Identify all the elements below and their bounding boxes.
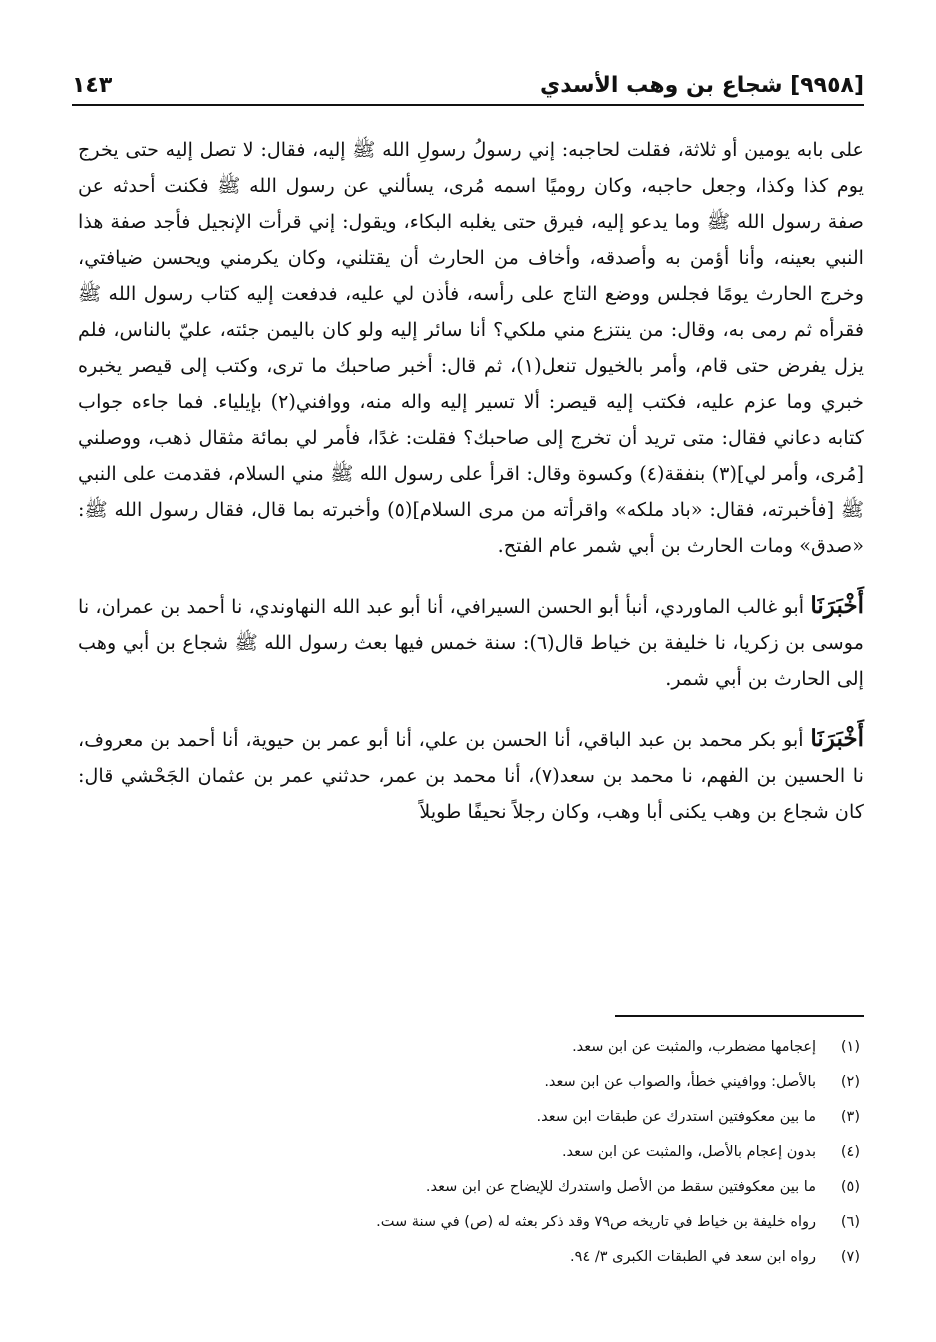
footnote-text: إعجامها مضطرب، والمثبت عن ابن سعد. (572, 1039, 816, 1055)
paragraph-text: على بابه يومين أو ثلاثة، فقلت لحاجبه: إني رسولُ رسولِ الله ﷺ إليه، فقال: لا تصل إليه حتى يخرج يوم كذا وكذا، وجعل حاجبه، وكان روميًا اسمه مُرى، يسألني عن رسول الله ﷺ فكنت أحدثه عن صفة رسول الله ﷺ وما يدعو إليه، فيرق حتى يغلبه البكاء، ويقول: إني قرأت الإنجيل فأجد صفة هذا النبي بعينه، وأنا أؤمن به وأصدقه، وأخاف من الحارث أن يقتلني، وكان يكرمني ويحسن ضيافتي، وخرج الحارث يومًا فجلس ووضع التاج على رأسه، فأذن لي عليه، فدفعت إليه كتاب رسول الله ﷺ فقرأه ثم رمى به، وقال: من ينتزع مني ملكي؟ أنا سائر إليه ولو كان باليمن جئته، عليّ بالناس، فلم يزل يفرض حتى قام، وأمر بالخيول تنعل(١)، ثم قال: أخبر صاحبك ما ترى، وكتب إلى قيصر يخبره خبري وما عزم عليه، فكتب إليه قيصر: ألا تسير إليه واله منه، ووافني(٢) بإيلياء. فما جاءه جواب كتابه دعاني فقال: متى تريد أن تخرج إلى صاحبك؟ فقلت: غدًا، فأمر لي بمائة مثقال ذهب، ووصلني [مُرى، وأمر لي](٣) بنفقة(٤) وكسوة وقال: اقرأ على رسول الله ﷺ مني السلام، فقدمت على النبي ﷺ [فأخبرته، فقال: «باد ملكه» واقرأته من مرى السلام](٥) وأخبرته بما قال، فقال رسول الله ﷺ: «صدق» ومات الحارث بن أبي شمر عام الفتح. (78, 138, 864, 557)
footnote-divider (615, 1015, 864, 1017)
paragraph (78, 588, 864, 697)
footnote-number: (٢) (840, 1074, 860, 1090)
footnote-number: (٧) (840, 1249, 860, 1265)
footnote-text: رواه ابن سعد في الطبقات الكبرى ٣/ ٩٤. (570, 1249, 816, 1265)
paragraph-lead-word: أَخْبَرَنَا (810, 592, 864, 619)
footnote-text: بالأصل: ووافيني خطأ، والصواب عن ابن سعد. (544, 1074, 816, 1090)
footnote-number: (٣) (840, 1109, 860, 1125)
footnote (160, 1205, 860, 1240)
footnote (160, 1170, 860, 1205)
running-header (72, 62, 864, 106)
page-number: ١٤٣ (72, 73, 113, 98)
footnote (160, 1135, 860, 1170)
footnotes (160, 1030, 860, 1275)
footnote-number: (١) (840, 1039, 860, 1055)
footnote (160, 1100, 860, 1135)
footnote-text: رواه خليفة بن خياط في تاريخه ص٧٩ وقد ذكر بعثه له (ص) في سنة ست. (376, 1214, 816, 1230)
footnote-text: ما بين معكوفتين سقط من الأصل واستدرك للإيضاح عن ابن سعد. (425, 1179, 816, 1195)
footnote-text: بدون إعجام بالأصل، والمثبت عن ابن سعد. (561, 1144, 816, 1160)
footnote-number: (٤) (840, 1144, 860, 1160)
footnote-number: (٥) (840, 1179, 860, 1195)
footnote (160, 1240, 860, 1275)
footnote (160, 1065, 860, 1100)
paragraph (78, 132, 864, 564)
footnote-text: ما بين معكوفتين استدرك عن طبقات ابن سعد. (536, 1109, 816, 1125)
paragraph-text: أبو غالب الماوردي، أنبأ أبو الحسن السيرافي، أنا أبو عبد الله النهاوندي، نا أحمد بن عمران، نا موسى بن زكريا، نا خليفة بن خياط قال(٦): سنة خمس فيها بعث رسول الله ﷺ شجاع بن أبي وهب إلى الحارث بن أبي شمر. (78, 595, 864, 690)
paragraph-lead-word: أَخْبَرَنَا (810, 725, 864, 752)
main-text (78, 132, 864, 854)
footnote-number: (٦) (840, 1214, 860, 1230)
footnote (160, 1030, 860, 1065)
paragraph-text: أبو بكر محمد بن عبد الباقي، أنا الحسن بن علي، أنا أبو عمر بن حيوية، أنا أحمد بن معروف، نا الحسين بن الفهم، نا محمد بن سعد(٧)، أنا محمد بن عمر، حدثني عمر بن عثمان الجَحْشي قال: كان شجاع بن وهب يكنى أبا وهب، وكان رجلاً نحيفًا طويلاً (78, 728, 864, 823)
paragraph (78, 721, 864, 830)
header-title: [٩٩٥٨] شجاع بن وهب الأسدي (540, 73, 864, 98)
